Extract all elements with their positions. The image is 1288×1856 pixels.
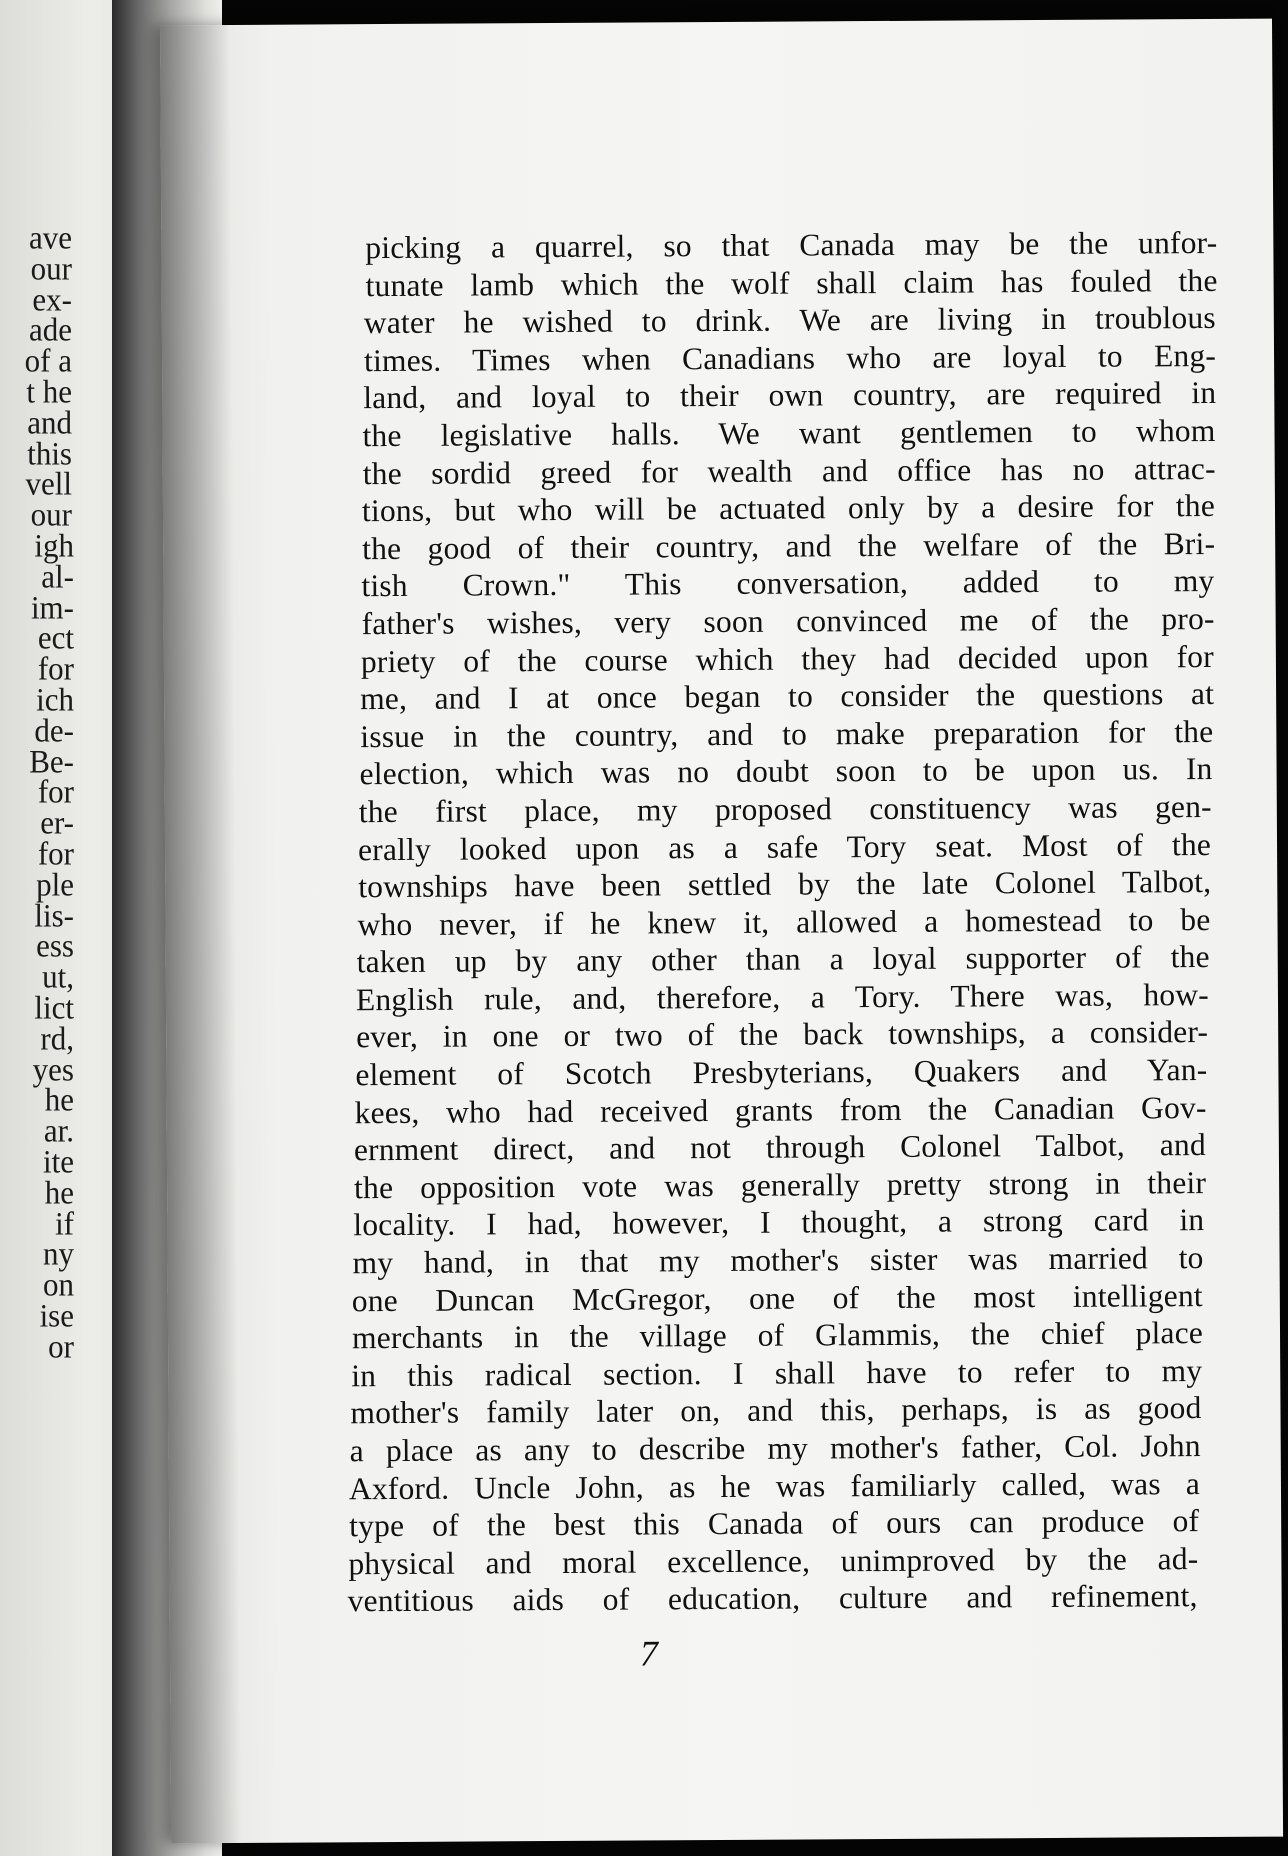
- text-line: element of Scotch Presbyterians, Quakers and Yan-: [355, 1052, 1208, 1093]
- text-line: locality. I had, however, I thought, a strong card in: [353, 1202, 1205, 1243]
- text-line: ever, in one or two of the back townships, a consider-: [356, 1014, 1209, 1055]
- facing-page-line-fragment: im-: [30, 588, 74, 626]
- text-line: tions, but who will be actuated only by a desire for the: [361, 488, 1216, 529]
- text-line: a place as any to describe my mother's father, Col. John: [349, 1428, 1201, 1469]
- facing-page-line-fragment: er-: [40, 804, 74, 841]
- text-line: English rule, and, therefore, a Tory. There was, how-: [355, 976, 1210, 1018]
- facing-page-line-fragment: Be-: [29, 742, 74, 780]
- facing-page-line-fragment: ess: [36, 927, 74, 965]
- facing-page-line-fragment: this: [27, 434, 72, 472]
- text-line: taken up by any other than a loyal supporter of the: [356, 939, 1210, 980]
- page-curve-shadow: [160, 25, 241, 1843]
- facing-page-line-fragment: vell: [25, 465, 72, 503]
- facing-page-line-fragment: de-: [34, 712, 74, 749]
- text-line: election, which was no doubt soon to be upon us. In: [359, 751, 1213, 792]
- text-line: my hand, in that my mother's sister was married to: [352, 1240, 1204, 1281]
- text-line: merchants in the village of Glammis, the chief place: [351, 1315, 1204, 1356]
- facing-page-line-fragment: ut,: [42, 958, 74, 995]
- text-line: ernment direct, and not through Colonel Talbot, and: [353, 1127, 1206, 1168]
- text-line: the first place, my proposed constituency was gen-: [358, 788, 1212, 830]
- text-line: priety of the course which they had decided upon for: [360, 638, 1214, 679]
- text-line: kees, who had received grants from the Canadian Gov-: [354, 1089, 1207, 1130]
- facing-page-line-fragment: ny: [43, 1235, 74, 1273]
- facing-page-line-fragment: if: [55, 1204, 74, 1242]
- facing-page-line-fragment: ave: [28, 219, 72, 256]
- facing-page-line-fragment: he: [44, 1174, 74, 1211]
- facing-page-line-fragment: ite: [43, 1143, 74, 1180]
- text-line: times. Times when Canadians who are loyal to Eng-: [363, 337, 1217, 378]
- facing-page-line-fragment: t he: [26, 373, 72, 410]
- text-line: me, and I at once began to consider the questions at: [360, 676, 1215, 717]
- facing-page-line-fragment: for: [37, 835, 74, 872]
- facing-page-line-fragment: for: [37, 650, 74, 687]
- facing-page-line-fragment: of a: [24, 342, 72, 379]
- facing-page-line-fragment: ich: [36, 681, 74, 718]
- text-line: the opposition vote was generally pretty strong in their: [354, 1164, 1207, 1206]
- text-line: physical and moral excellence, unimproved by the ad-: [348, 1540, 1199, 1582]
- facing-page-line-fragment: ar.: [43, 1112, 74, 1149]
- facing-page-line-fragment: our: [30, 496, 72, 533]
- facing-page-line-fragment: he: [44, 1081, 74, 1119]
- facing-page-line-fragment: and: [27, 404, 72, 441]
- text-line: type of the best this Canada of ours can produce of: [349, 1503, 1200, 1544]
- facing-page-line-fragment: igh: [34, 527, 74, 564]
- facing-page-line-fragment: yes: [32, 1050, 74, 1088]
- text-line: townships have been settled by the late Colonel Talbot,: [358, 864, 1212, 905]
- book-page: [160, 19, 1283, 1844]
- text-line: in this radical section. I shall have to refer to my: [351, 1352, 1203, 1394]
- facing-page-line-fragment: lict: [34, 989, 74, 1026]
- facing-page-line-fragment: ple: [36, 866, 74, 903]
- text-line: land, and loyal to their own country, are required in: [363, 375, 1217, 416]
- text-line: issue in the country, and to make preparation for the: [360, 713, 1214, 754]
- body-text: [261, 224, 1281, 1621]
- text-line: tunate lamb which the wolf shall claim has fouled the: [365, 262, 1218, 303]
- page-number: 7: [639, 1633, 659, 1674]
- facing-page-line-fragment: lis-: [34, 896, 74, 934]
- text-line: the good of their country, and the welfare of the Bri-: [362, 525, 1216, 566]
- text-line: water he wished to drink. We are living in troublous: [363, 300, 1216, 341]
- text-line: the legislative halls. We want gentlemen to whom: [362, 412, 1216, 454]
- facing-page-line-fragment: ade: [28, 311, 72, 349]
- text-line: the sordid greed for wealth and office has no attrac-: [362, 450, 1216, 491]
- text-line: who never, if he knew it, allowed a homestead to be: [357, 901, 1211, 942]
- text-line: picking a quarrel, so that Canada may be the unfor-: [365, 224, 1218, 266]
- text-line: erally looked upon as a safe Tory seat. Most of the: [357, 826, 1212, 867]
- text-line: ventitious aids of education, culture and refinement,: [347, 1578, 1198, 1619]
- facing-page-line-fragment: al-: [41, 558, 74, 595]
- facing-page-line-fragment: ex-: [32, 280, 72, 318]
- facing-page-line-fragment: on: [43, 1266, 74, 1303]
- text-line: Axford. Uncle John, as he was familiarly called, was a: [348, 1465, 1201, 1506]
- facing-page-line-fragment: ect: [37, 619, 74, 657]
- text-line: tish Crown." This conversation, added to my: [361, 563, 1215, 604]
- facing-page-line-fragment: ise: [39, 1297, 74, 1334]
- text-line: mother's family later on, and this, perhaps, is as good: [350, 1390, 1202, 1431]
- facing-page-line-fragment: or: [48, 1328, 74, 1365]
- text-line: father's wishes, very soon convinced me of the pro-: [361, 600, 1215, 642]
- text-line: one Duncan McGregor, one of the most intelligent: [351, 1277, 1203, 1318]
- facing-page-line-fragment: our: [30, 250, 72, 287]
- facing-page-line-fragment: rd,: [40, 1020, 74, 1057]
- facing-page-line-fragment: for: [37, 773, 74, 811]
